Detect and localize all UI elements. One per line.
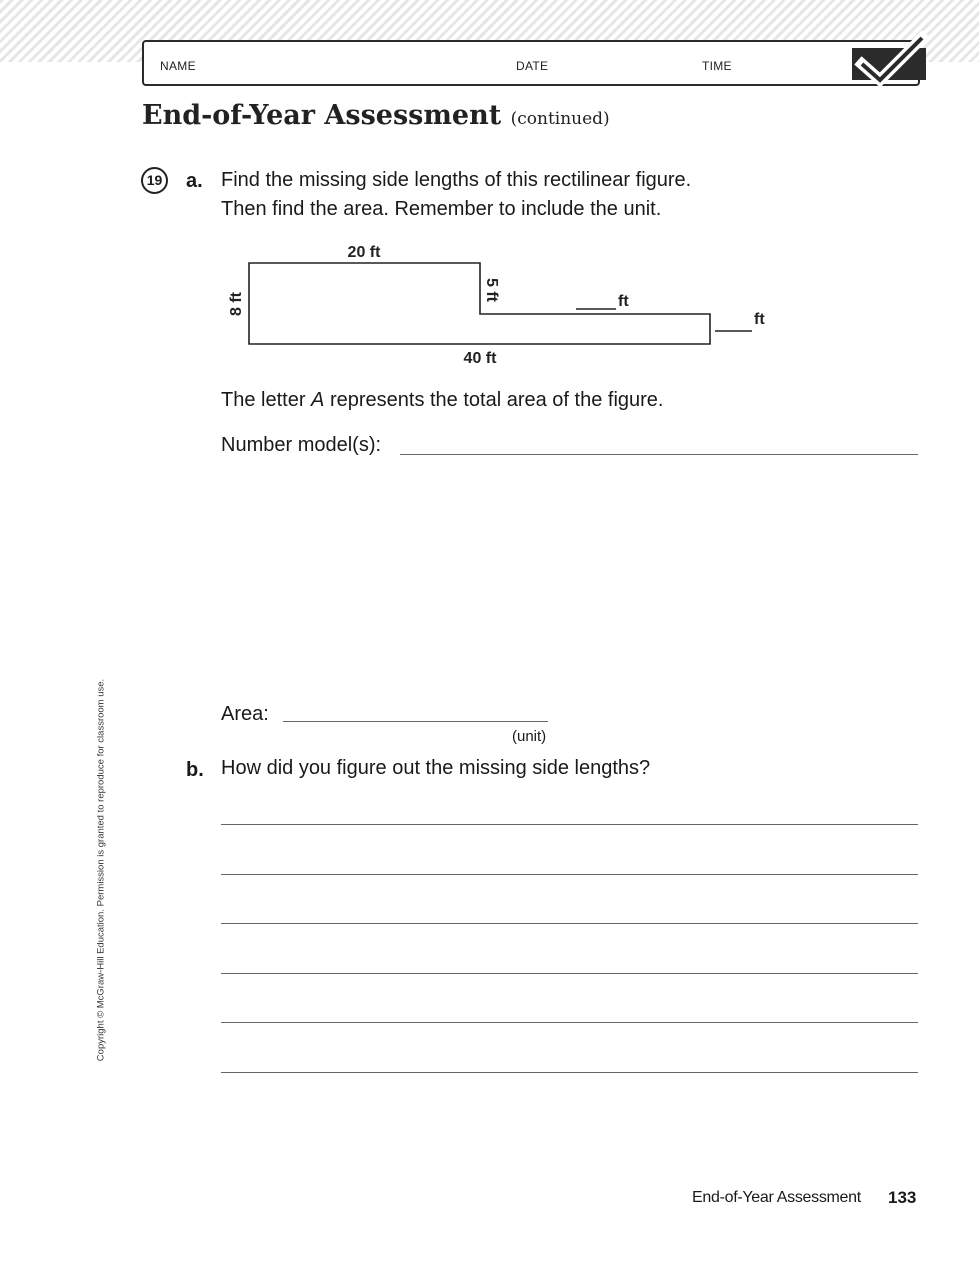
missing-top-unit: ft: [618, 293, 629, 310]
missing-right-unit: ft: [754, 311, 765, 328]
area-statement: [221, 389, 663, 412]
number-model-label: Number model(s):: [221, 434, 382, 456]
name-label: NAME: [160, 59, 196, 73]
answer-line-2[interactable]: [221, 874, 918, 875]
answer-line-3[interactable]: [221, 923, 918, 924]
part-b-letter: b.: [186, 759, 204, 781]
answer-line-4[interactable]: [221, 973, 918, 974]
title-continued: (continued): [510, 109, 610, 129]
page-number: 133: [888, 1188, 917, 1207]
copyright-notice: Copyright © McGraw-Hill Education. Permission is granted to reproduce for classroom use.: [95, 678, 107, 1062]
rectilinear-figure: [210, 236, 810, 376]
statement-text-start: The letter: [221, 389, 312, 411]
title-main: End-of-Year Assessment: [142, 100, 502, 131]
part-a-letter: a.: [186, 170, 203, 192]
figure-outline: [249, 263, 710, 344]
unit-caption: (unit): [512, 728, 547, 745]
part-a-line-1: Find the missing side lengths of this rectilinear figure.: [221, 169, 692, 191]
label-bottom-side: 40 ft: [463, 350, 497, 367]
part-a-instructions: [221, 166, 691, 224]
number-model-answer-line[interactable]: [400, 454, 918, 455]
area-answer-line[interactable]: [283, 721, 548, 722]
area-variable: A: [311, 389, 325, 411]
label-top-side: 20 ft: [347, 244, 381, 261]
date-label: DATE: [516, 59, 549, 73]
footer-section-label: End-of-Year Assessment: [692, 1189, 861, 1206]
student-info-header: [142, 40, 920, 86]
time-label: TIME: [702, 59, 732, 73]
label-inner-side: 5 ft: [483, 278, 500, 302]
answer-line-1[interactable]: [221, 824, 918, 825]
page-title: [142, 100, 610, 131]
label-left-side: 8 ft: [228, 292, 245, 316]
question-number-badge: 19: [141, 167, 168, 194]
checkmark-icon: [848, 30, 938, 86]
part-a-line-2: Then find the area. Remember to include the unit.: [221, 198, 662, 220]
area-label: Area:: [221, 703, 269, 725]
answer-line-6[interactable]: [221, 1072, 918, 1073]
answer-line-5[interactable]: [221, 1022, 918, 1023]
part-b-question: How did you figure out the missing side lengths?: [221, 757, 651, 779]
statement-text-end: represents the total area of the figure.: [324, 389, 664, 411]
